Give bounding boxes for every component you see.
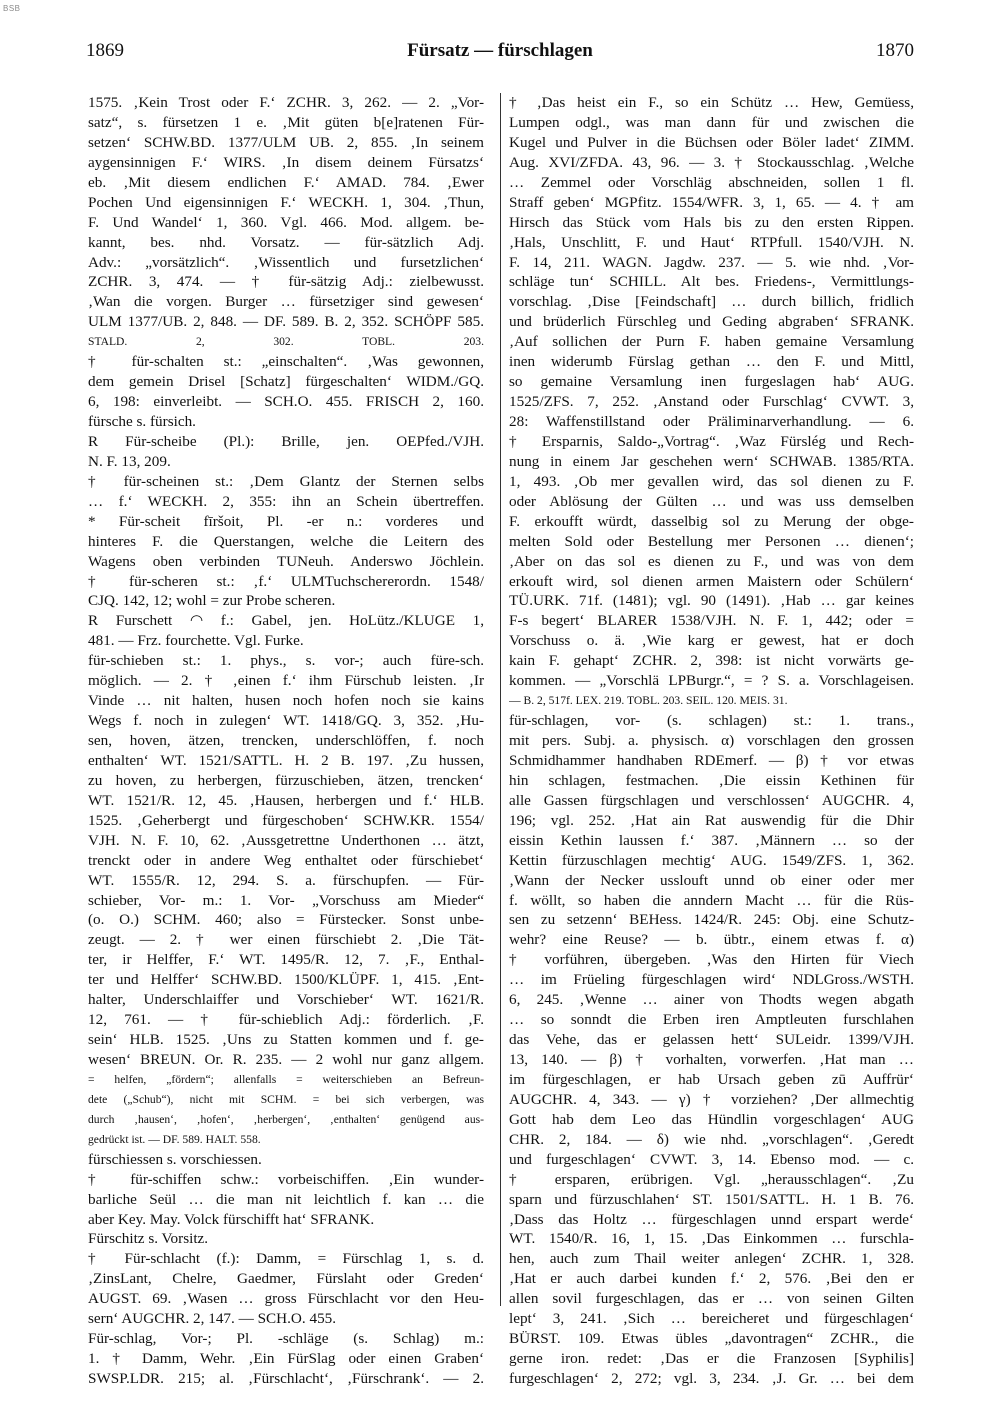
text-line: wehr? eine Reuse? — b. übtr., einem etwas f. α) [509, 931, 914, 949]
text-line: setzen‘ SCHW.BD. 1377/ULM UB. 2, 855. ‚In seinem [88, 133, 484, 151]
text-line: N. F. 13, 209. [88, 452, 171, 470]
text-line: 1, 493. ‚Ob mer gevallen wird, das sol dienen zu F. [509, 472, 914, 490]
text-line: † ‚Das heist ein F., so ein Schütz … Hew, Gemüess, [509, 94, 914, 111]
text-line: Vinde … nit halten, husen noch hofen noch sie kains [88, 692, 484, 710]
text-line: F. erkoufft würdt, dasselbig sol zu Merung der obge- [509, 512, 914, 530]
text-line: ‚Hals, Unschlitt, F. und Haut‘ RTPfull. 1540/VJH. N. [509, 233, 914, 251]
text-line: hin schlagen, festmachen. ‚Die eissin Kethinen für [509, 771, 914, 789]
text-line: Wagens oben verbinden TUNeuh. Anderswo Jöchlein. [88, 552, 484, 570]
text-line: ‚Wann der Necker usslouft unnd ob einer oder mer [509, 871, 914, 889]
column-divider [500, 93, 501, 1306]
text-line: 1. † Damm, Wehr. ‚Ein FürSlag oder einen Graben‘ [88, 1350, 484, 1368]
text-line: 6, 198: einverleibt. — SCH.O. 455. FRISCH 2, 160. [88, 393, 484, 411]
text-line: † vorführen, übergeben. ‚Was den Hirten für Viech [509, 951, 914, 969]
text-line: Schmidhammer handhaben RDEmerf. — β) † vor etwas [509, 751, 914, 769]
text-line: durch ‚hausen‘, ‚hofen‘, ‚herbergen‘, ‚enthalten‘ genügend aus- [88, 1112, 484, 1126]
text-line: ‚Wan die vorgen. Burger … fürsetziger sind gewesen‘ [88, 293, 484, 311]
text-line: Wegs f. noch in zulegen‘ WT. 1418/GQ. 3, 352. ‚Hu- [88, 712, 484, 730]
text-line: Aug. XVI/ZFDA. 43, 96. — 3. † Stockausschlag. ‚Welche [509, 153, 914, 171]
text-line: 6, 245. ‚Wenne … ainer von Thodts wegen abgath [509, 991, 914, 1009]
text-line: oder Ablösung der Gülten … und was uss demselben [509, 492, 914, 510]
right-column [509, 93, 914, 1389]
text-line: f. wöllt, so haben die anndern Macht … für die Rüs- [509, 891, 914, 909]
text-line: enthalten‘ WT. 1521/SATTL. H. 2 B. 197. ‚Zu hussen, [88, 751, 484, 769]
text-line: möglich. — 2. † ‚einen f.‘ ihm Fürschub leisten. ‚Ir [88, 672, 484, 690]
page-number-left: 1869 [86, 40, 124, 61]
page-number-right: 1870 [876, 40, 914, 61]
text-line: aber Key. May. Volck fürschifft hat‘ SFRANK. [88, 1210, 375, 1228]
text-line: Hirsch das Stück vom Hals bis zu den ersten Rippen. [509, 213, 914, 231]
text-line: R Furschett ◠ f.: Gabel, jen. HoLütz./KLUGE 1, [88, 612, 484, 630]
text-line: VJH. N. F. 10, 62. ‚Aussgetrettne Underthonen … ätzt, [88, 831, 484, 849]
text-line: kommen. — „Vorschlä LPBurgr.“, = ? S. a. Vorschlageisen. [509, 672, 914, 690]
text-line: 481. — Frz. fourchette. Vgl. Furke. [88, 632, 304, 650]
library-stamp: BSB [3, 4, 21, 13]
text-line: † ersparen, erübrigen. Vgl. „herausschlagen“. ‚Zu [509, 1170, 914, 1188]
text-line: STALD. 2, 302. TOBL. 203. [88, 335, 484, 349]
text-line: Kettin fürzuschlagen mechtig‘ AUG. 1549/ZFS. 1, 362. [509, 851, 914, 869]
text-line: satz“, s. fürsetzen 1 e. ‚Mit güten b[e]ratenen Für- [88, 113, 484, 131]
text-line: schläge tun‘ SCHILL. Alt bes. Friedens-, Vermittlungs- [509, 273, 914, 291]
text-line: dete („Schub“), nicht mit SCHM. = bei sich verbergen, was [88, 1092, 484, 1106]
text-line: ‚Hat er auch darbei kunden f.‘ 2, 576. ‚Bei den er [509, 1270, 914, 1288]
text-line: das Vehe, das er gelassen hett‘ SULeidr. 1399/VJH. [509, 1031, 914, 1049]
text-line: lept‘ 3, 241. ‚Sich … bereicheret und fürgeschlagen‘ [509, 1310, 914, 1328]
text-line: TÜ.URK. 71f. (1481); vgl. 90 (1491). ‚Hab … gar keines [509, 592, 914, 610]
text-line: Straff geben‘ MGPfitz. 1554/WFR. 3, 1, 65. — 4. † am [509, 193, 914, 211]
text-line: sen zu setzenn‘ BEHess. 1424/R. 245: Obj. eine Schutz- [509, 911, 914, 929]
text-line: 12, 761. — † für-schieblich Adj.: förderlich. ‚F. [88, 1011, 484, 1029]
text-line: Gott hab dem Leo das Hündlin vorgeschlagen‘ AUG [509, 1110, 914, 1128]
text-line: F. 14, 211. WAGN. Jagdw. 237. — 5. wie nhd. ‚Vor- [509, 253, 914, 271]
text-line: ter und Helffer‘ SCHW.BD. 1500/KLÜPF. 1, 415. ‚Ent- [88, 971, 484, 989]
text-line: CHR. 2, 184. — δ) wie nhd. „vorschlagen“. ‚Geredt [509, 1130, 914, 1148]
text-line: (o. O.) SCHM. 460; also = Fürstecker. Sonst unbe- [88, 911, 484, 929]
text-line: melten Sold oder Bestellung mer Personen … dienen‘; [509, 532, 914, 550]
text-line: fürschiessen s. vorschiessen. [88, 1150, 262, 1168]
text-line: † für-schiffen schw.: vorbeischiffen. ‚Ein wunder- [88, 1170, 484, 1188]
text-line: CJQ. 142, 12; wohl = zur Probe scheren. [88, 592, 336, 610]
text-line: gerne iron. redet: ‚Das er die Franzosen [Syphilis] [509, 1350, 914, 1368]
text-line: gedrückt ist. — DF. 589. HALT. 558. [88, 1132, 261, 1146]
text-line: kain F. gehapt‘ ZCHR. 2, 398: ist nicht vorwärts ge- [509, 652, 914, 670]
text-line: mit pers. Subj. a. physisch. α) vorschlagen den grossen [509, 732, 914, 749]
text-line: … f.‘ WECKH. 2, 355: ihn an Schein übertreffen. [88, 492, 484, 510]
text-line: für-schlagen, vor- (s. schlagen) st.: 1. trans., [509, 712, 914, 730]
text-line: im fürgeschlagen, er hab Ursach geben zū Auffrür‘ [509, 1070, 914, 1088]
text-line: vorschlag. ‚Dise [Feindschaft] … durch billich, fridlich [509, 293, 914, 311]
text-line: Pochen Und eigensinnigen F.‘ WECKH. 1, 304. ‚Thun, [88, 193, 484, 211]
text-line: für-schieben st.: 1. phys., s. vor-; auch füre-sch. [88, 652, 484, 670]
text-line: … Zemmel oder Vorschläg abschneiden, sollen 1 fl. [509, 173, 914, 191]
text-line: schieber, Vor- m.: 1. Vor- „Vorschuss am Mieder“ [88, 891, 484, 909]
text-line: und brüderlich Fürschleg und Geding abgraben‘ SFRANK. [509, 313, 914, 331]
text-line: Lumpen odgl., was man dann für und zwischen die [509, 113, 914, 131]
text-line: und furgeschlagen‘ CVWT. 3, 14. Ebenso mod. — c. [509, 1150, 914, 1168]
text-line: 13, 140. — β) † vorhalten, vorwerfen. ‚Hat man … [509, 1051, 914, 1068]
text-line: R Für-scheibe (Pl.): Brille, jen. OEPfed./VJH. [88, 432, 484, 450]
text-line: zeugt. — 2. † wer einen fürschiebt 2. ‚Die Tät- [88, 931, 484, 949]
text-line: fürsche s. fürsich. [88, 413, 196, 430]
text-line: hen, auch zum Thail weiter anlegen‘ ZCHR. 1, 328. [509, 1250, 914, 1268]
text-line: alle Gassen fürgschlagen und verschlossen‘ AUGCHR. 4, [509, 791, 914, 809]
text-line: dem gemein Drisel [Schatz] fürgeschalten‘ WIDM./GQ. [88, 373, 484, 391]
text-line: † Ersparnis, Saldo-„Vortrag“. ‚Waz Fürslég und Rech- [509, 432, 914, 450]
text-line: Kugel und Pulver in die Büchsen oder Böler ladet‘ ZIMM. [509, 133, 914, 151]
text-line: nung in einem Jar geschehen wern‘ SCHWAB. 1385/RTA. [509, 452, 914, 470]
text-line: … im Früeling fürgeschlagen wird‘ NDLGross./WSTH. [509, 971, 914, 989]
text-line: WT. 1555/R. 12, 294. S. a. fürschupfen. — Für- [88, 871, 484, 889]
text-line: … so sonndt die Erben iren Amptleuten furschlahen [509, 1011, 914, 1029]
text-line: hinteres F. die Querstangen, welche die Leitern des [88, 532, 484, 550]
text-line: Vorschuss o. ä. ‚Wie karg er gewest, hat er doch [509, 632, 914, 650]
text-line: 1525. ‚Geherbergt und fürgeschoben‘ SCHW.KR. 1554/ [88, 811, 484, 829]
text-line: trenckt oder in andere Weg enthaltet oder fürschiebet‘ [88, 851, 484, 869]
text-line: AUGCHR. 4, 343. — γ) † vorziehen? ‚Der allmechtig [509, 1090, 914, 1108]
text-line: F-s begert‘ BLARER 1538/VJH. N. F. 1, 442; oder = [509, 612, 914, 630]
text-line: 1525/ZFS. 7, 252. ‚Anstand oder Furschlag‘ CVWT. 3, [509, 393, 914, 411]
text-line: ‚Auf sollichen der Purn F. haben gemaine Versamlung [509, 333, 914, 351]
text-line: wesen‘ BREUN. Or. R. 235. — 2 wohl nur ganz allgem. [88, 1051, 484, 1068]
text-line: zu hoven, zu herbergen, fürzuschieben, ätzen, trencken‘ [88, 771, 484, 789]
text-line: WT. 1521/R. 12, 45. ‚Hausen, herbergen und f.‘ HLB. [88, 791, 484, 809]
text-line: † für-scheinen st.: ‚Dem Glantz der Sternen selbs [88, 472, 484, 490]
text-line: furgeschlagen‘ 2, 272; vgl. 3, 234. ‚J. Gr. … bei dem [509, 1370, 914, 1387]
text-line: ‚Dass das Holtz … fürgeschlagen unnd erspart werde‘ [509, 1210, 914, 1228]
text-line: WT. 1540/R. 16, 1, 15. ‚Das Einkommen … furschla- [509, 1230, 914, 1248]
text-line: barliche Seül … die man nit leichtlich f. kan … die [88, 1190, 484, 1208]
text-line: allen sovil furgeschlagen, das er … von seinen Gilten [509, 1290, 914, 1308]
text-line: * Für-scheit fīršoit, Pl. -er n.: vorderes und [88, 512, 484, 530]
text-line: erkouft wird, sol dienen armen Maistern oder Schülern‘ [509, 572, 914, 590]
text-line: Für-schlag, Vor-; Pl. -schläge (s. Schlag) m.: [88, 1330, 484, 1348]
text-line: BÜRST. 109. Etwas übles „davontragen“ ZCHR., die [509, 1330, 914, 1348]
running-head: Fürsatz — fürschlagen [407, 40, 593, 61]
text-line: eb. ‚Mit diesem endlichen F.‘ AMAD. 784. ‚Ewer [88, 173, 484, 191]
text-line: so gemaine Versamlung inen furgeslagen hab‘ AUG. [509, 373, 914, 391]
left-column [88, 93, 484, 1389]
text-line: Adv.: „vorsätzlich“. ‚Wissentlich und fursetzlichen‘ [88, 253, 484, 271]
text-line: F. Und Wandel‘ 1, 360. Vgl. 466. Mod. allgem. be- [88, 213, 484, 231]
text-line: kannt, bes. nhd. Vorsatz. — für-sätzlich Adj. [88, 233, 484, 251]
text-line: sen, hoven, ätzen, trencken, underschlöffen, f. noch [88, 732, 484, 749]
text-line: — B. 2, 517f. LEX. 219. TOBL. 203. SEIL. 120. MEIS. 31. [509, 694, 788, 708]
text-line: sparn und fürzuschlahen‘ ST. 1501/SATTL. H. 1 B. 76. [509, 1190, 914, 1208]
text-line: = helfen, „fördern“; allenfalls = weiterschieben an Befreun- [88, 1072, 484, 1086]
text-line: AUGST. 69. ‚Wasen … gross Fürschlacht vor den Heu- [88, 1290, 484, 1308]
text-line: † für-schalten st.: „einschalten“. ‚Was gewonnen, [88, 353, 484, 371]
text-line: ULM 1377/UB. 2, 848. — DF. 589. B. 2, 352. SCHÖPF 585. [88, 313, 484, 331]
text-line: 1575. ‚Kein Trost oder F.‘ ZCHR. 3, 262. — 2. „Vor- [88, 94, 484, 111]
text-line: eissin Kethin laussen f.‘ 387. ‚Männern … so der [509, 831, 914, 849]
text-line: † Für-schlacht (f.): Damm, = Fürschlag 1, s. d. [88, 1250, 484, 1268]
text-line: Fürschitz s. Vorsitz. [88, 1230, 209, 1248]
text-line: 196; vgl. 252. ‚Hat ain Rat auswendig für die Dhir [509, 811, 914, 829]
text-line: ‚ZinsLant, Chelre, Gaedmer, Fürslaht oder Greden‘ [88, 1270, 484, 1288]
text-line: halter, Underschlaiffer und Vorschieber‘ WT. 1621/R. [88, 991, 484, 1009]
text-line: ‚Aber on das sol es dienen zu F., und was von dem [509, 552, 914, 570]
text-line: † für-scheren st.: ‚f.‘ ULMTuchschererordn. 1548/ [88, 572, 484, 590]
text-line: inen widerumb Fürslag gethan … den F. und Mittl, [509, 353, 914, 371]
text-line: sein‘ HLB. 1525. ‚Uns zu Statten kommen und f. ge- [88, 1031, 484, 1049]
text-line: aygensinnigen F.‘ WIRS. ‚In disem deinem Fürsatzs‘ [88, 153, 484, 171]
text-line: ter, ir Helffer, F.‘ WT. 1495/R. 12, 7. ‚F., Enthal- [88, 951, 484, 969]
text-line: SWSP.LDR. 215; al. ‚Fürschlacht‘, ‚Fürschrank‘. — 2. [88, 1370, 484, 1387]
text-line: 28: Waffenstillstand oder Präliminarverhandlung. — 6. [509, 413, 914, 430]
text-line: sern‘ AUGCHR. 2, 147. — SCH.O. 455. [88, 1310, 337, 1328]
text-line: ZCHR. 3, 474. — † für-sätzig Adj.: zielbewusst. [88, 273, 484, 291]
